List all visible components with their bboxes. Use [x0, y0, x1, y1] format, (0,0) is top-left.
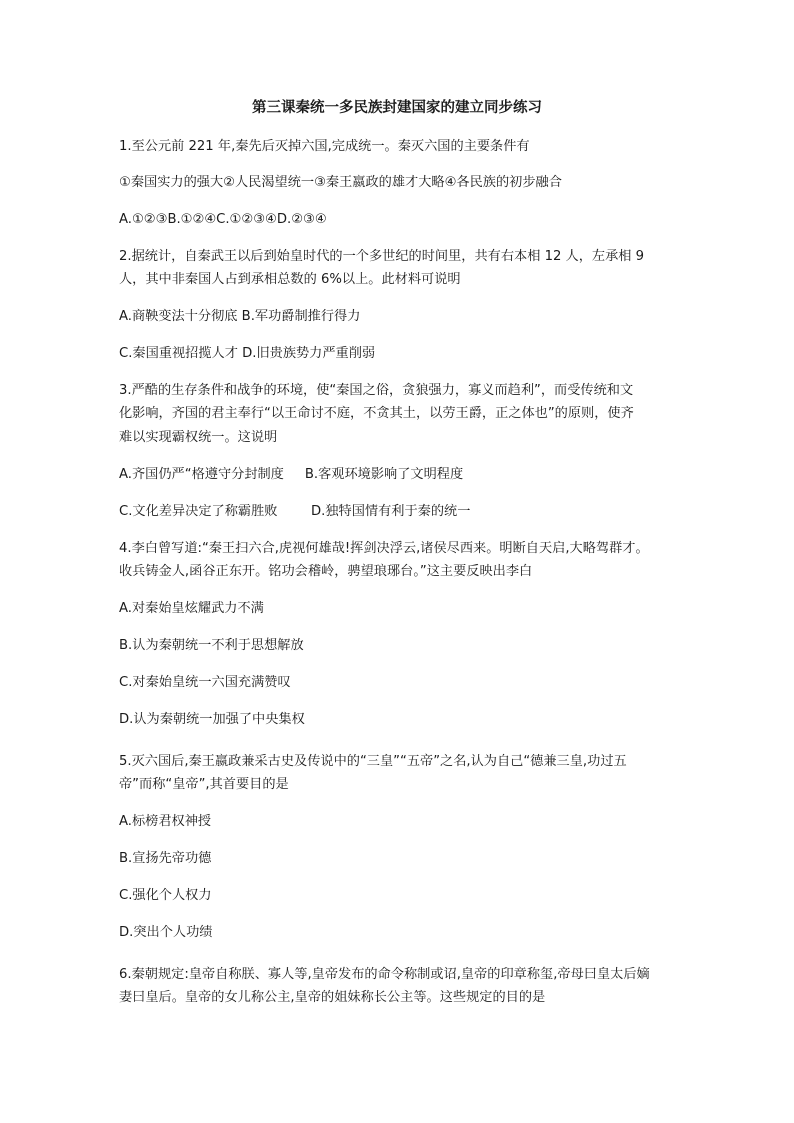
- question-6-stem-line-1: 6.秦朝规定:皇帝自称朕、寡人等,皇帝发布的命令称制或诏,皇帝的印章称玺,帝母曰皇太后嫡: [119, 967, 650, 982]
- question-4-option-a: A.对秦始皇炫耀武力不满: [119, 601, 264, 616]
- question-5-option-d: D.突出个人功绩: [119, 925, 213, 940]
- question-1-options: A.①②③B.①②④C.①②③④D.②③④: [119, 212, 327, 227]
- question-4-option-b: B.认为秦朝统一不利于思想解放: [119, 638, 304, 653]
- question-2-stem-line-1: 2.据统计，自秦武王以后到始皇时代的一个多世纪的时间里，共有右本相 12 人，左承相 9: [119, 249, 645, 264]
- question-4-option-c: C.对秦始皇统一六国充满赞叹: [119, 675, 291, 690]
- question-5-option-b: B.宣扬先帝功德: [119, 851, 212, 866]
- question-2-options-ab: A.商鞅变法十分彻底 B.军功爵制推行得力: [119, 309, 361, 324]
- question-5-stem-line-2: 帝”而称“皇帝”,其首要目的是: [119, 777, 289, 792]
- question-3-stem-line-2: 化影响，齐国的君主奉行“以王命讨不庭，不贪其土，以劳王爵，正之体也”的原则，使齐: [119, 406, 634, 421]
- question-3-options-cd: C.文化差异决定了称霸胜败 D.独特国情有利于秦的统一: [119, 504, 471, 519]
- question-2-options-cd: C.秦国重视招揽人才 D.旧贵族势力严重削弱: [119, 346, 376, 361]
- question-5-option-c: C.强化个人权力: [119, 888, 212, 903]
- question-1-items: ①秦国实力的强大②人民渴望统一③秦王嬴政的雄才大略④各民族的初步融合: [119, 175, 562, 190]
- question-4-stem-line-2: 收兵铸金人,函谷正东开。铭功会稽岭，骋望琅琊台。”这主要反映出李白: [119, 564, 533, 579]
- question-5-stem-line-1: 5.灭六国后,秦王嬴政兼采古史及传说中的“三皇”“五帝”之名,认为自己“德兼三皇,功过五: [119, 754, 627, 769]
- question-3-stem-line-3: 难以实现霸权统一。这说明: [119, 430, 278, 445]
- page-title: 第三课秦统一多民族封建国家的建立同步练习: [252, 100, 542, 116]
- question-3-options-ab: A.齐国仍严“格遵守分封制度 B.客观环境影响了文明程度: [119, 467, 464, 482]
- question-3-stem-line-1: 3.严酷的生存条件和战争的环境，使“秦国之俗，贪狼强力，寡义而趋利”，而受传统和文: [119, 383, 634, 398]
- question-4-option-d: D.认为秦朝统一加强了中央集权: [119, 712, 305, 727]
- question-5-option-a: A.标榜君权神授: [119, 814, 212, 829]
- question-2-stem-line-2: 人，其中非秦国人占到承相总数的 6%以上。此材料可说明: [119, 272, 461, 287]
- question-6-stem-line-2: 妻曰皇后。皇帝的女儿称公主,皇帝的姐妹称长公主等。这些规定的目的是: [119, 990, 546, 1005]
- question-4-stem-line-1: 4.李白曾写道:“秦王扫六合,虎视何雄哉!挥剑决浮云,诸侯尽西来。明断自天启,大略驾群才。: [119, 541, 649, 556]
- question-1-stem: 1.至公元前 221 年,秦先后灭掉六国,完成统一。秦灭六国的主要条件有: [119, 139, 530, 154]
